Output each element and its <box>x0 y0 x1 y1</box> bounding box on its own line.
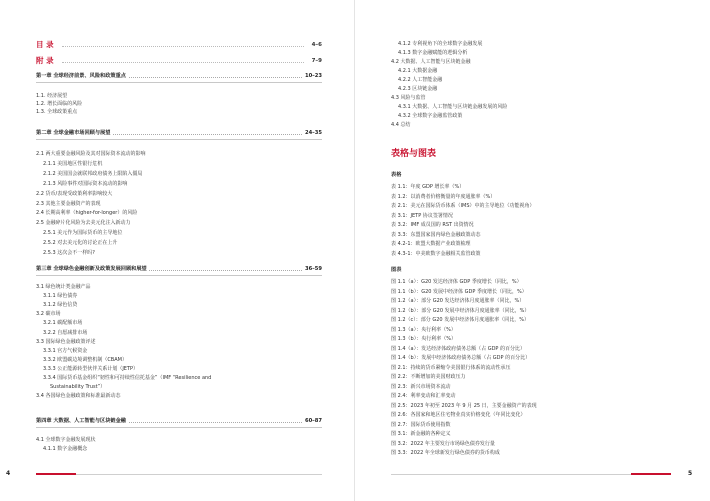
figures-heading: 图表 <box>391 267 402 273</box>
toc-item[interactable]: 3.2.2 自愿减排市场 <box>43 329 88 336</box>
toc-item[interactable]: 3.3.4 国际货币基金组织“韧性和可持续性信托基金”（IMF “Resilience and <box>43 375 212 381</box>
toc-item[interactable]: 3.3.3 公正能源转型伙伴关系计划（JETP） <box>43 365 139 372</box>
toc-item[interactable]: 3.4 各国绿色金融政策和标准最新动态 <box>36 393 121 400</box>
table-entry[interactable]: 表 1.1：年度 GDP 增长率（%） <box>391 184 465 190</box>
figure-entry[interactable]: 图 3.1：新金融的各种定义 <box>391 431 451 437</box>
chapter-title: 第三章 全球绿色金融创新及政策发展回顾和展望 <box>36 266 147 272</box>
figure-entry[interactable]: 图 1.2（c）：部分 G20 发展中经济体月度通胀率（同比，%） <box>391 317 529 323</box>
toc-item[interactable]: Sustainability Trust”） <box>50 384 106 391</box>
toc-item[interactable]: 2.5 金融碎片化风险为去美元化注入新动力 <box>36 220 131 227</box>
toc-item[interactable]: 2.2 货币/表现受政策利率影响较大 <box>36 190 113 197</box>
figure-entry[interactable]: 图 2.5：2023 年初至 2023 年 9 月 25 日，主要金融资产的表现 <box>391 402 537 409</box>
toc-item[interactable]: 2.1.1 美国地区性银行危机 <box>43 160 103 167</box>
toc-item[interactable]: 3.3.1 官方气候资金 <box>43 347 88 354</box>
toc-label: 附 录 <box>36 56 54 65</box>
footer-accent-left <box>36 473 76 475</box>
toc-label: 目 录 <box>36 40 54 49</box>
figure-entry[interactable]: 图 1.4（a）：发达经济体政府债务总额（占 GDP 的百分比） <box>391 345 526 352</box>
footer-accent-right <box>631 473 671 475</box>
toc-item[interactable]: 2.3 其他主要金融资产的表现 <box>36 200 101 207</box>
chapter-pages: 36–59 <box>304 266 322 272</box>
toc-item[interactable]: 4.1 全球数字金融发展现状 <box>36 437 96 443</box>
toc-item[interactable]: 4.3.1 大数据、人工智能与区块链金融发展的风险 <box>398 104 508 110</box>
page-gutter <box>354 0 355 501</box>
table-entry[interactable]: 表 2.1：美元在国际货币体系（IMS）中的主导地位（功能视角） <box>391 203 535 209</box>
figure-entry[interactable]: 图 3.3：2022 年全球新发行绿色债券的货币构成 <box>391 450 500 456</box>
toc-row-contents[interactable] <box>36 40 322 50</box>
figure-entry[interactable]: 图 1.1（a）：G20 发达经济体 GDP 季度增长（同比，%） <box>391 279 522 285</box>
section-title: 表格与图表 <box>391 149 437 159</box>
chapter-divider <box>36 139 322 140</box>
toc-item[interactable]: 4.2 大数据、人工智能与区块链金融 <box>391 59 471 65</box>
figure-entry[interactable]: 图 2.6：各国家和地区住宅物业真实价格变化（年同比变化） <box>391 412 526 418</box>
table-entry[interactable]: 表 3.2：IMF 成员国的 RST 出资情况 <box>391 222 474 228</box>
toc-row-appendix[interactable] <box>36 56 322 66</box>
toc-item[interactable]: 4.2.1 大数据金融 <box>398 68 438 74</box>
toc-item[interactable]: 2.5.1 美元作为国际货币的主导地位 <box>43 230 123 237</box>
table-entry[interactable]: 表 4.2-1：欧盟大数据产业政策梳理 <box>391 241 471 247</box>
toc-item[interactable]: 4.4 总结 <box>391 122 411 128</box>
toc-item[interactable]: 2.4 长期高利率（higher-for-longer）的风险 <box>36 210 138 217</box>
chapter-title: 第二章 全球金融市场回顾与展望 <box>36 130 111 136</box>
page-number-left: 4 <box>6 470 11 477</box>
tables-heading: 表格 <box>391 172 402 178</box>
figure-entry[interactable]: 图 2.4：利率变动和汇率变动 <box>391 393 456 399</box>
toc-item[interactable]: 3.1.2 绿色信贷 <box>43 302 78 309</box>
chapter-pages: 10–23 <box>304 73 322 79</box>
page-number-right: 5 <box>688 470 693 477</box>
toc-page: 4–6 <box>311 42 322 48</box>
toc-item[interactable]: 3.1.1 绿色债券 <box>43 293 78 300</box>
toc-item[interactable]: 2.5.2 对去美元化的讨论正在上升 <box>43 240 118 247</box>
toc-item[interactable]: 1.1. 经济展望 <box>36 93 68 99</box>
toc-item[interactable]: 2.1.2 美国国会就联邦政府债务上限陷入僵局 <box>43 170 143 177</box>
toc-item[interactable]: 4.2.3 区块链金融 <box>398 86 438 92</box>
chapter-divider <box>36 275 322 276</box>
table-entry[interactable]: 表 4.3-1：中美欧数字金融相关监管政策 <box>391 250 481 257</box>
chapter-divider <box>36 427 322 428</box>
chapter-title: 第一章 全球经济前景、风险和政策重点 <box>36 73 126 79</box>
figure-entry[interactable]: 图 1.3（a）：央行利率（%） <box>391 326 456 333</box>
toc-item[interactable]: 2.5.3 这次会不一样吗? <box>43 250 95 256</box>
toc-page: 7–9 <box>311 58 322 64</box>
figure-entry[interactable]: 图 1.1（b）：G20 发展中经济体 GDP 季度增长（同比，%） <box>391 288 527 295</box>
figure-entry[interactable]: 图 1.4（b）：发展中经济体政府债务总额（占 GDP 的百分比） <box>391 355 531 361</box>
table-entry[interactable]: 表 3.3：东盟国家国内绿色金融政策动态 <box>391 231 481 238</box>
chapter-pages: 24–35 <box>304 130 322 136</box>
toc-item[interactable]: 3.1 绿色统计类金融产品 <box>36 284 91 290</box>
toc-item[interactable]: 3.3 国际绿色金融政策评述 <box>36 338 96 345</box>
figure-entry[interactable]: 图 1.2（a）：部分 G20 发达经济体月度通胀率（同比，%） <box>391 298 525 304</box>
toc-item[interactable]: 2.1.3 风险事件对国际资本流动的影响 <box>43 180 128 187</box>
figure-entry[interactable]: 图 2.7：国际货币使用指数 <box>391 421 451 428</box>
figure-entry[interactable]: 图 2.1：持续的货币紧缩令美国银行体系的流动性承压 <box>391 364 511 371</box>
toc-item[interactable]: 3.2 碳市场 <box>36 311 61 318</box>
footer-line-left <box>76 474 322 475</box>
toc-item[interactable]: 1.2. 增长面临的风险 <box>36 101 83 108</box>
toc-item[interactable]: 4.3 风险与监管 <box>391 95 426 101</box>
toc-item[interactable]: 3.3.2 欧盟碳边境调整机制（CBAM） <box>43 356 127 363</box>
figure-entry[interactable]: 图 2.2：不断增加的美国财政压力 <box>391 374 466 380</box>
toc-item[interactable]: 4.1.1 数字金融概念 <box>43 446 88 453</box>
chapter-divider <box>36 82 322 83</box>
toc-item[interactable]: 2.1 两大重要金融风险及其对国际资本流动的影响 <box>36 151 146 157</box>
toc-item[interactable]: 4.1.3 数字金融赋能的逻辑分析 <box>398 50 468 56</box>
footer-line-right <box>391 474 631 475</box>
figure-entry[interactable]: 图 1.3（b）：央行利率（%） <box>391 336 456 342</box>
chapter-pages: 60–87 <box>304 418 322 424</box>
toc-item[interactable]: 4.2.2 人工智能金融 <box>398 77 443 83</box>
figure-entry[interactable]: 图 2.3：新兴市场资本流动 <box>391 383 451 390</box>
table-entry[interactable]: 表 1.2：以消费者价格衡量的年度通胀率（%） <box>391 193 496 200</box>
table-entry[interactable]: 表 3.1：JETP 协议签署情况 <box>391 212 453 219</box>
toc-item[interactable]: 3.2.1 碳配额市场 <box>43 320 83 327</box>
toc-item[interactable]: 4.3.2 全球数字金融监管政策 <box>398 113 463 119</box>
figure-entry[interactable]: 图 3.2：2022 年主要发行市场绿色债券发行量 <box>391 440 495 447</box>
figure-entry[interactable]: 图 1.2（b）：部分 G20 发展中经济体月度通胀率（同比，%） <box>391 307 530 314</box>
toc-item[interactable]: 4.1.2 专利视角下的全球数字金融发展 <box>398 41 483 47</box>
toc-item[interactable]: 1.3. 全球政策重点 <box>36 109 78 116</box>
chapter-title: 第四章 大数据、人工智能与区块链金融 <box>36 418 126 424</box>
